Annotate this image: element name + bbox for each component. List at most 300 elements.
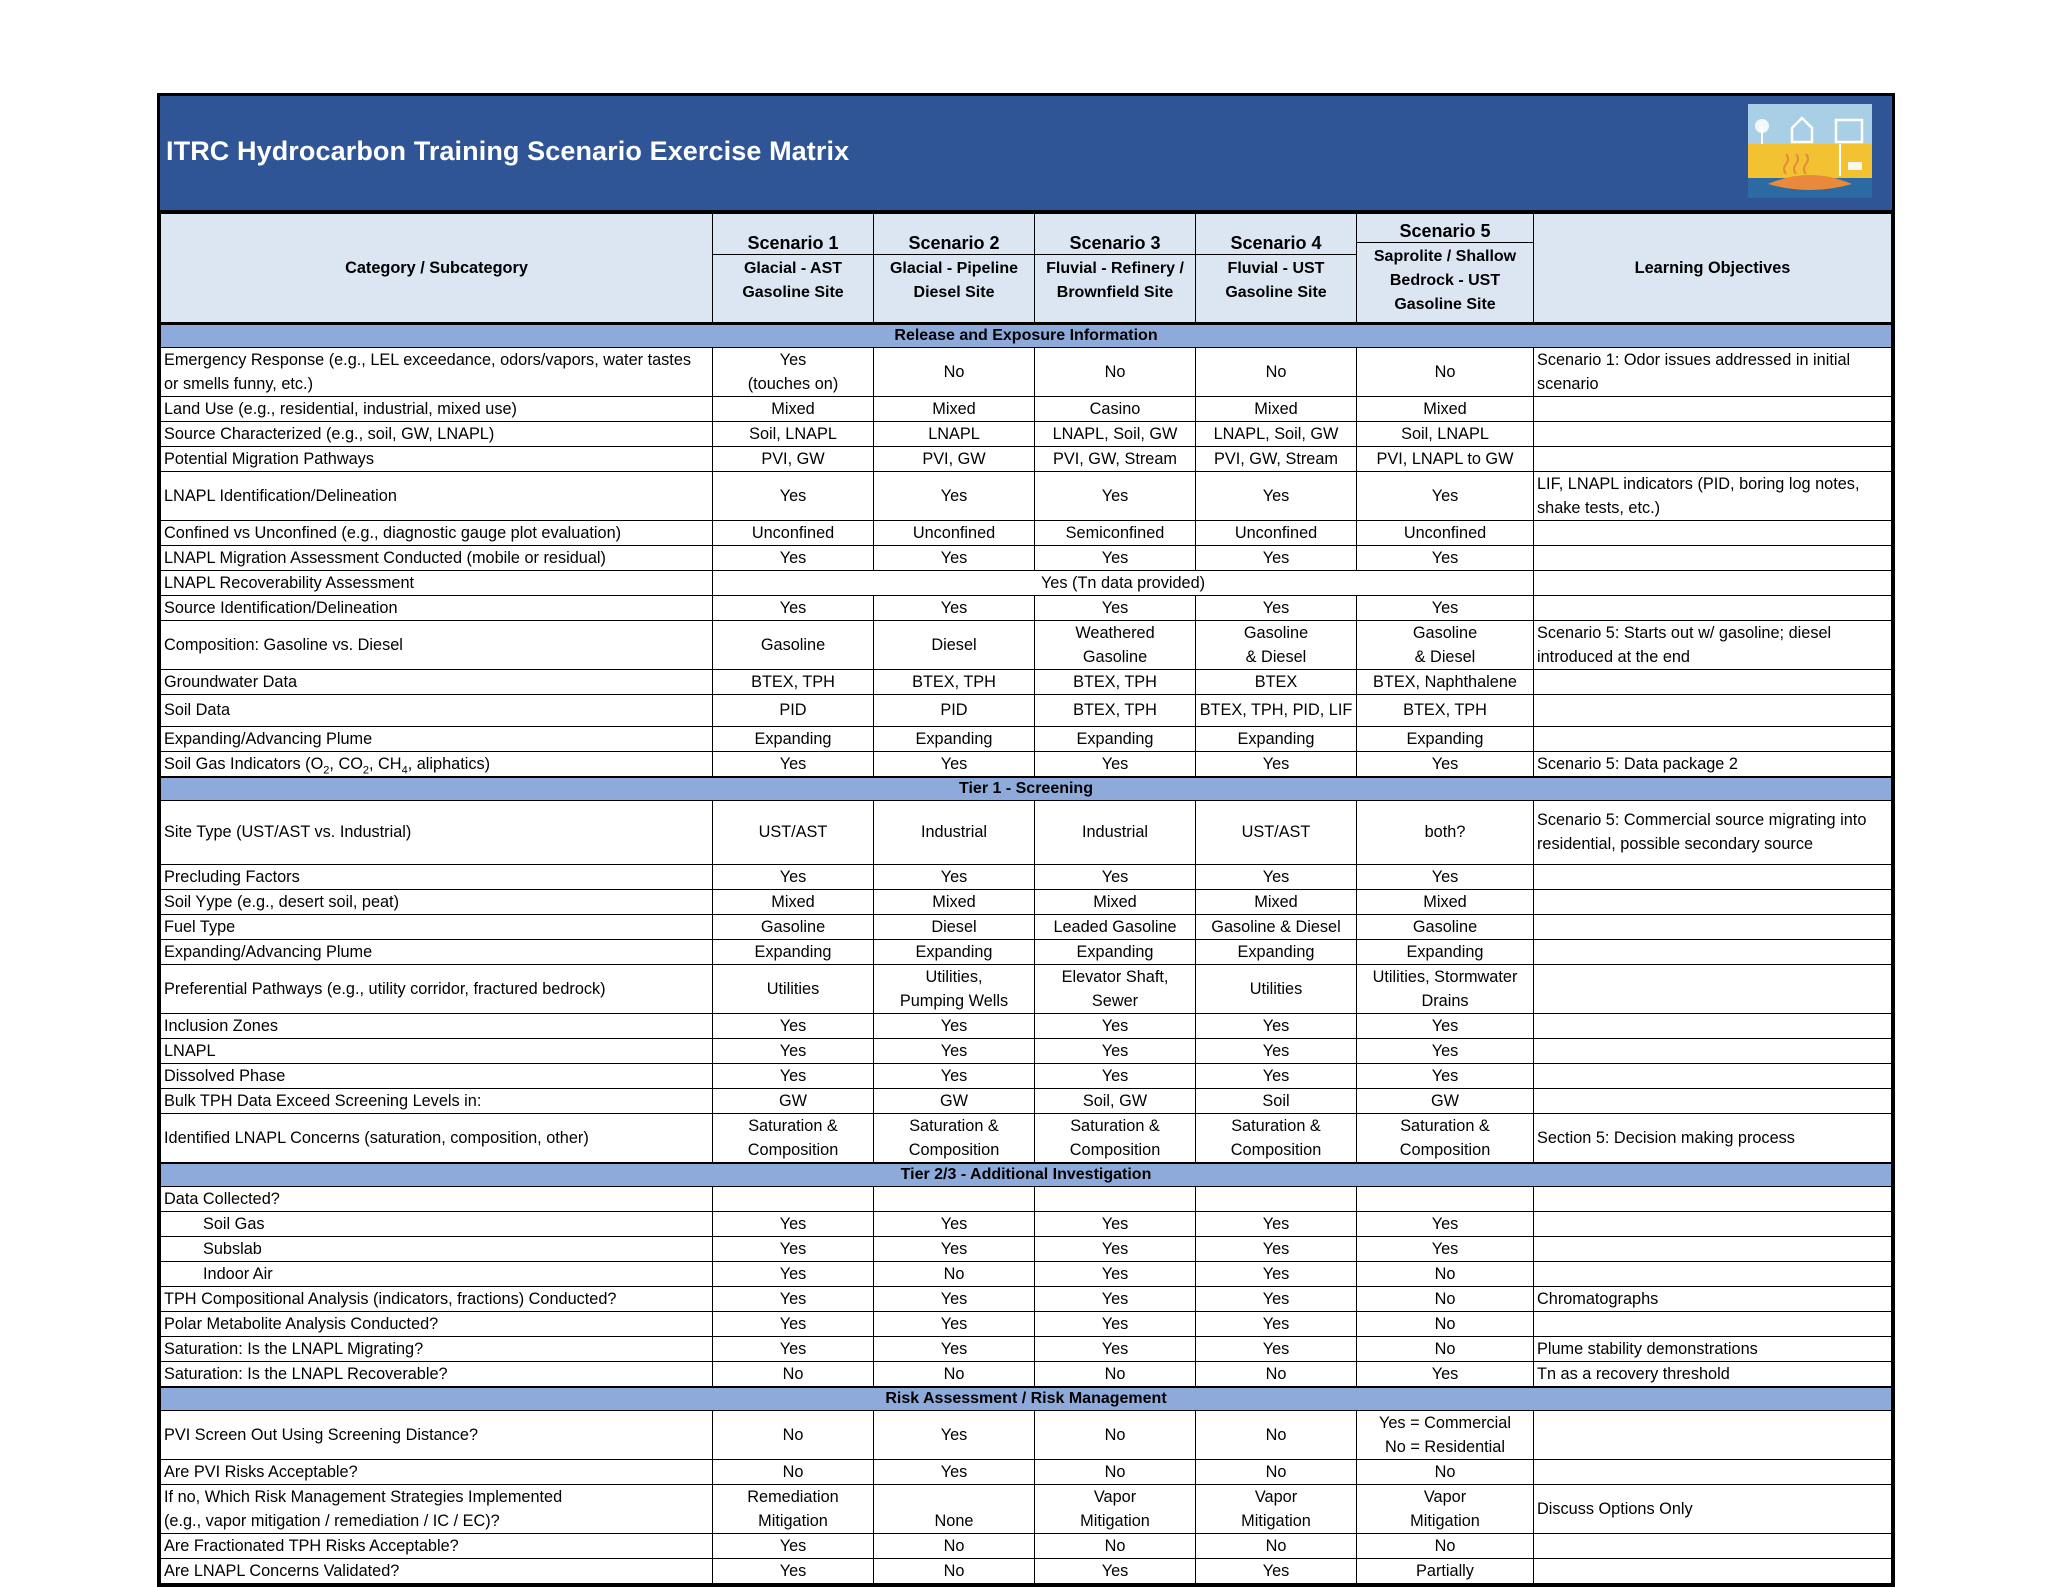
scenario-2-header: Scenario 2 Glacial - Pipeline Diesel Site <box>874 214 1035 324</box>
scenario-5-value: both? <box>1357 800 1534 864</box>
learning-objective-cell <box>1534 1013 1892 1038</box>
category-cell: Are Fractionated TPH Risks Acceptable? <box>161 1533 713 1558</box>
section-title: Release and Exposure Information <box>161 324 1892 348</box>
learning-objective-cell <box>1534 447 1892 472</box>
scenario-3-value: Soil, GW <box>1035 1088 1196 1113</box>
scenario-5-value: BTEX, Naphthalene <box>1357 670 1534 695</box>
scenario-3-value: BTEX, TPH <box>1035 670 1196 695</box>
scenario-2-value: Yes <box>874 1311 1035 1336</box>
category-cell: LNAPL Identification/Delineation <box>161 472 713 521</box>
learning-objective-cell <box>1534 1211 1892 1236</box>
table-row <box>161 1484 1892 1533</box>
scenario-2-value: No <box>874 1533 1035 1558</box>
category-cell: Emergency Response (e.g., LEL exceedance, odors/vapors, water tastes or smells funny, etc.) <box>161 348 713 397</box>
learning-objective-cell: Scenario 5: Starts out w/ gasoline; diesel introduced at the end <box>1534 621 1892 670</box>
scenario-5-value: Gasoline <box>1357 914 1534 939</box>
table-row <box>161 889 1892 914</box>
table-row <box>161 521 1892 546</box>
learning-objective-cell <box>1534 964 1892 1013</box>
scenario-3-value: Yes <box>1035 1286 1196 1311</box>
scenario-5-value: PVI, LNAPL to GW <box>1357 447 1534 472</box>
section-title: Tier 1 - Screening <box>161 777 1892 801</box>
matrix-body <box>161 324 1892 1584</box>
scenario-2-value <box>874 1186 1035 1211</box>
table-row <box>161 1236 1892 1261</box>
scenario-1-value: Yes <box>713 546 874 571</box>
learning-objectives-header: Learning Objectives <box>1534 214 1892 324</box>
category-cell: Are LNAPL Concerns Validated? <box>161 1558 713 1583</box>
category-cell: Soil Data <box>161 695 713 727</box>
scenario-2-value: Yes <box>874 1236 1035 1261</box>
scenario-5-value: Gasoline & Diesel <box>1357 621 1534 670</box>
learning-objective-cell <box>1534 726 1892 751</box>
category-cell: Preferential Pathways (e.g., utility corridor, fractured bedrock) <box>161 964 713 1013</box>
scenario-3-value: Yes <box>1035 1311 1196 1336</box>
scenario-5-value: Expanding <box>1357 939 1534 964</box>
scenario-5-value: Vapor Mitigation <box>1357 1484 1534 1533</box>
scenario-5-value: Yes <box>1357 1211 1534 1236</box>
scenario-2-value: No <box>874 1261 1035 1286</box>
table-row <box>161 596 1892 621</box>
itrc-hydrocarbon-logo-icon <box>1748 104 1872 198</box>
category-cell: Inclusion Zones <box>161 1013 713 1038</box>
scenario-5-value: No <box>1357 1286 1534 1311</box>
category-cell: Bulk TPH Data Exceed Screening Levels in: <box>161 1088 713 1113</box>
table-row <box>161 1211 1892 1236</box>
scenario-2-value: No <box>874 348 1035 397</box>
title-bar <box>160 96 1892 213</box>
scenario-4-value: No <box>1196 1533 1357 1558</box>
scenario-1-header: Scenario 1 Glacial - AST Gasoline Site <box>713 214 874 324</box>
scenario-3-value: Vapor Mitigation <box>1035 1484 1196 1533</box>
scenario-2-value: PID <box>874 695 1035 727</box>
learning-objective-cell <box>1534 1038 1892 1063</box>
section-header-row <box>161 324 1892 348</box>
scenario-3-value <box>1035 1186 1196 1211</box>
scenario-5-value: Utilities, Stormwater Drains <box>1357 964 1534 1013</box>
category-cell: Site Type (UST/AST vs. Industrial) <box>161 800 713 864</box>
scenario-5-value: Saturation & Composition <box>1357 1113 1534 1163</box>
scenario-4-value: Yes <box>1196 1063 1357 1088</box>
scenario-3-value: No <box>1035 1410 1196 1459</box>
scenario-1-value: Saturation & Composition <box>713 1113 874 1163</box>
category-cell: Fuel Type <box>161 914 713 939</box>
table-row <box>161 1361 1892 1387</box>
scenario-4-value: Yes <box>1196 1013 1357 1038</box>
table-row <box>161 472 1892 521</box>
section-header-row <box>161 777 1892 801</box>
scenario-2-value: Diesel <box>874 914 1035 939</box>
scenario-4-value: No <box>1196 1410 1357 1459</box>
learning-objective-cell <box>1534 1236 1892 1261</box>
scenario-matrix-table <box>160 213 1892 1584</box>
table-row <box>161 1013 1892 1038</box>
scenario-5-value: No <box>1357 1311 1534 1336</box>
scenario-3-value: Yes <box>1035 1236 1196 1261</box>
scenario-4-value: UST/AST <box>1196 800 1357 864</box>
scenario-2-value: Utilities, Pumping Wells <box>874 964 1035 1013</box>
category-cell: Land Use (e.g., residential, industrial, mixed use) <box>161 397 713 422</box>
table-row <box>161 348 1892 397</box>
scenario-5-value: No <box>1357 1459 1534 1484</box>
scenario-1-value: Yes <box>713 596 874 621</box>
category-cell: If no, Which Risk Management Strategies Implemented (e.g., vapor mitigation / remediation / IC / EC)? <box>161 1484 713 1533</box>
table-row <box>161 447 1892 472</box>
scenario-1-value: Yes <box>713 1558 874 1583</box>
scenario-1-value: Yes <box>713 472 874 521</box>
table-row <box>161 1261 1892 1286</box>
scenario-5-value: Mixed <box>1357 889 1534 914</box>
learning-objective-cell: Section 5: Decision making process <box>1534 1113 1892 1163</box>
scenario-5-value: No <box>1357 1533 1534 1558</box>
scenario-4-value: Gasoline & Diesel <box>1196 621 1357 670</box>
scenario-2-value: Mixed <box>874 889 1035 914</box>
scenario-5-value: No <box>1357 348 1534 397</box>
category-cell: Identified LNAPL Concerns (saturation, composition, other) <box>161 1113 713 1163</box>
scenario-4-value: No <box>1196 1459 1357 1484</box>
scenario-5-value <box>1357 1186 1534 1211</box>
scenario-5-value: Yes <box>1357 1236 1534 1261</box>
scenario-4-value: LNAPL, Soil, GW <box>1196 422 1357 447</box>
scenario-5-value: Yes = Commercial No = Residential <box>1357 1410 1534 1459</box>
scenario-2-value: Yes <box>874 1286 1035 1311</box>
category-cell: Indoor Air <box>161 1261 713 1286</box>
scenario-1-value: UST/AST <box>713 800 874 864</box>
section-title: Tier 2/3 - Additional Investigation <box>161 1163 1892 1187</box>
table-row <box>161 800 1892 864</box>
scenario-3-value: No <box>1035 348 1196 397</box>
table-row <box>161 1088 1892 1113</box>
category-cell: Groundwater Data <box>161 670 713 695</box>
category-cell: PVI Screen Out Using Screening Distance? <box>161 1410 713 1459</box>
scenario-1-value: Mixed <box>713 397 874 422</box>
learning-objective-cell <box>1534 1410 1892 1459</box>
learning-objective-cell <box>1534 939 1892 964</box>
scenario-1-value: Gasoline <box>713 914 874 939</box>
scenario-1-value: Expanding <box>713 939 874 964</box>
learning-objective-cell <box>1534 397 1892 422</box>
category-cell: Expanding/Advancing Plume <box>161 939 713 964</box>
learning-objective-cell: Tn as a recovery threshold <box>1534 1361 1892 1387</box>
merged-value-cell: Yes (Tn data provided) <box>713 571 1534 596</box>
scenario-1-value: Yes <box>713 751 874 777</box>
scenario-1-value: Yes <box>713 1063 874 1088</box>
scenario-4-value: Yes <box>1196 1211 1357 1236</box>
scenario-3-value: Yes <box>1035 864 1196 889</box>
scenario-2-value: Yes <box>874 1336 1035 1361</box>
scenario-1-value: Remediation Mitigation <box>713 1484 874 1533</box>
scenario-3-value: BTEX, TPH <box>1035 695 1196 727</box>
learning-objective-cell: Scenario 1: Odor issues addressed in initial scenario <box>1534 348 1892 397</box>
scenario-5-value: Soil, LNAPL <box>1357 422 1534 447</box>
scenario-1-value: Expanding <box>713 726 874 751</box>
scenario-3-value: Industrial <box>1035 800 1196 864</box>
scenario-2-value: Expanding <box>874 939 1035 964</box>
scenario-4-value: Yes <box>1196 1261 1357 1286</box>
category-cell: Confined vs Unconfined (e.g., diagnostic gauge plot evaluation) <box>161 521 713 546</box>
category-cell: Saturation: Is the LNAPL Migrating? <box>161 1336 713 1361</box>
scenario-1-value: Yes <box>713 1336 874 1361</box>
scenario-2-value: None <box>874 1484 1035 1533</box>
category-cell: Saturation: Is the LNAPL Recoverable? <box>161 1361 713 1387</box>
table-row <box>161 1063 1892 1088</box>
scenario-3-value: Yes <box>1035 1558 1196 1583</box>
learning-objective-cell <box>1534 1459 1892 1484</box>
table-row <box>161 1286 1892 1311</box>
scenario-2-value: No <box>874 1361 1035 1387</box>
category-cell: Are PVI Risks Acceptable? <box>161 1459 713 1484</box>
scenario-3-value: Expanding <box>1035 939 1196 964</box>
scenario-3-value: Yes <box>1035 1063 1196 1088</box>
learning-objective-cell <box>1534 695 1892 727</box>
table-row <box>161 939 1892 964</box>
category-cell: Subslab <box>161 1236 713 1261</box>
scenario-5-value: Expanding <box>1357 726 1534 751</box>
table-row <box>161 546 1892 571</box>
scenario-2-value: Yes <box>874 1211 1035 1236</box>
category-column-header: Category / Subcategory <box>161 214 713 324</box>
table-row <box>161 726 1892 751</box>
scenario-1-value: Yes <box>713 1236 874 1261</box>
scenario-2-value: PVI, GW <box>874 447 1035 472</box>
scenario-4-value: Yes <box>1196 1236 1357 1261</box>
category-cell: Source Characterized (e.g., soil, GW, LNAPL) <box>161 422 713 447</box>
scenario-2-value: BTEX, TPH <box>874 670 1035 695</box>
scenario-5-value: Yes <box>1357 546 1534 571</box>
scenario-3-value: Expanding <box>1035 726 1196 751</box>
scenario-4-value: Mixed <box>1196 397 1357 422</box>
scenario-3-value: Mixed <box>1035 889 1196 914</box>
learning-objective-cell <box>1534 864 1892 889</box>
scenario-2-value: Mixed <box>874 397 1035 422</box>
category-cell: Data Collected? <box>161 1186 713 1211</box>
table-row <box>161 1410 1892 1459</box>
category-cell: LNAPL Migration Assessment Conducted (mobile or residual) <box>161 546 713 571</box>
scenario-4-value: Unconfined <box>1196 521 1357 546</box>
table-row <box>161 914 1892 939</box>
scenario-3-value: Yes <box>1035 546 1196 571</box>
scenario-3-value: Yes <box>1035 1336 1196 1361</box>
scenario-5-value: Yes <box>1357 751 1534 777</box>
category-cell: Polar Metabolite Analysis Conducted? <box>161 1311 713 1336</box>
scenario-2-value: Diesel <box>874 621 1035 670</box>
scenario-4-value: Yes <box>1196 1336 1357 1361</box>
category-cell: Dissolved Phase <box>161 1063 713 1088</box>
learning-objective-cell <box>1534 521 1892 546</box>
scenario-4-value: Yes <box>1196 1558 1357 1583</box>
table-row <box>161 1533 1892 1558</box>
learning-objective-cell <box>1534 1261 1892 1286</box>
scenario-3-value: Weathered Gasoline <box>1035 621 1196 670</box>
table-row <box>161 1038 1892 1063</box>
category-cell: TPH Compositional Analysis (indicators, fractions) Conducted? <box>161 1286 713 1311</box>
category-cell: Source Identification/Delineation <box>161 596 713 621</box>
scenario-5-value: Yes <box>1357 864 1534 889</box>
scenario-5-value: Yes <box>1357 1013 1534 1038</box>
scenario-4-value: PVI, GW, Stream <box>1196 447 1357 472</box>
learning-objective-cell <box>1534 546 1892 571</box>
scenario-1-value: Yes <box>713 1261 874 1286</box>
scenario-1-value: No <box>713 1361 874 1387</box>
scenario-4-value: Vapor Mitigation <box>1196 1484 1357 1533</box>
scenario-3-value: Yes <box>1035 472 1196 521</box>
table-row <box>161 864 1892 889</box>
scenario-1-value <box>713 1186 874 1211</box>
scenario-3-header: Scenario 3 Fluvial - Refinery / Brownfield Site <box>1035 214 1196 324</box>
learning-objective-cell <box>1534 889 1892 914</box>
table-row <box>161 964 1892 1013</box>
scenario-4-value: Yes <box>1196 1311 1357 1336</box>
scenario-4-value: Yes <box>1196 546 1357 571</box>
scenario-1-value: Soil, LNAPL <box>713 422 874 447</box>
learning-objective-cell: Chromatographs <box>1534 1286 1892 1311</box>
table-row <box>161 670 1892 695</box>
scenario-4-value: BTEX, TPH, PID, LIF <box>1196 695 1357 727</box>
learning-objective-cell <box>1534 914 1892 939</box>
scenario-5-value: Partially <box>1357 1558 1534 1583</box>
scenario-4-value: Mixed <box>1196 889 1357 914</box>
scenario-3-value: Semiconfined <box>1035 521 1196 546</box>
scenario-4-value: Expanding <box>1196 726 1357 751</box>
table-row <box>161 751 1892 777</box>
table-row <box>161 1186 1892 1211</box>
section-header-row <box>161 1163 1892 1187</box>
scenario-1-value: PVI, GW <box>713 447 874 472</box>
learning-objective-cell <box>1534 1063 1892 1088</box>
scenario-1-value: Yes <box>713 1311 874 1336</box>
scenario-4-value: BTEX <box>1196 670 1357 695</box>
scenario-5-value: GW <box>1357 1088 1534 1113</box>
scenario-5-value: Unconfined <box>1357 521 1534 546</box>
table-row <box>161 1311 1892 1336</box>
scenario-1-value: No <box>713 1410 874 1459</box>
scenario-4-value: Yes <box>1196 472 1357 521</box>
scenario-1-value: No <box>713 1459 874 1484</box>
learning-objective-cell <box>1534 1533 1892 1558</box>
scenario-1-value: Yes <box>713 1038 874 1063</box>
learning-objective-cell <box>1534 422 1892 447</box>
scenario-5-header: Scenario 5 Saprolite / Shallow Bedrock - UST Gasoline Site <box>1357 214 1534 324</box>
scenario-2-value: No <box>874 1558 1035 1583</box>
scenario-3-value: Casino <box>1035 397 1196 422</box>
scenario-2-value: Yes <box>874 1459 1035 1484</box>
matrix-frame <box>157 93 1895 1587</box>
scenario-4-value: Gasoline & Diesel <box>1196 914 1357 939</box>
table-row <box>161 1113 1892 1163</box>
learning-objective-cell: Scenario 5: Data package 2 <box>1534 751 1892 777</box>
scenario-5-value: Yes <box>1357 1038 1534 1063</box>
scenario-2-value: Industrial <box>874 800 1035 864</box>
scenario-2-value: Yes <box>874 1063 1035 1088</box>
page-title: ITRC Hydrocarbon Training Scenario Exercise Matrix <box>166 136 850 166</box>
table-row <box>161 1558 1892 1583</box>
table-row <box>161 621 1892 670</box>
category-cell: Composition: Gasoline vs. Diesel <box>161 621 713 670</box>
scenario-1-value: Gasoline <box>713 621 874 670</box>
scenario-1-value: Yes (touches on) <box>713 348 874 397</box>
scenario-2-value: Yes <box>874 1013 1035 1038</box>
scenario-2-value: Yes <box>874 472 1035 521</box>
scenario-3-value: Yes <box>1035 1038 1196 1063</box>
category-cell: Precluding Factors <box>161 864 713 889</box>
scenario-4-value: Soil <box>1196 1088 1357 1113</box>
learning-objective-cell <box>1534 596 1892 621</box>
scenario-4-value: Yes <box>1196 751 1357 777</box>
scenario-4-value: Yes <box>1196 864 1357 889</box>
learning-objective-cell <box>1534 1311 1892 1336</box>
scenario-3-value: Elevator Shaft, Sewer <box>1035 964 1196 1013</box>
scenario-3-value: LNAPL, Soil, GW <box>1035 422 1196 447</box>
scenario-1-value: Yes <box>713 1533 874 1558</box>
scenario-1-value: Yes <box>713 1286 874 1311</box>
scenario-3-value: Yes <box>1035 1013 1196 1038</box>
scenario-1-value: BTEX, TPH <box>713 670 874 695</box>
table-row <box>161 695 1892 727</box>
scenario-1-value: Yes <box>713 864 874 889</box>
section-title: Risk Assessment / Risk Management <box>161 1387 1892 1411</box>
scenario-5-value: BTEX, TPH <box>1357 695 1534 727</box>
scenario-1-value: PID <box>713 695 874 727</box>
scenario-1-value: GW <box>713 1088 874 1113</box>
scenario-4-value: Yes <box>1196 596 1357 621</box>
scenario-2-value: Yes <box>874 1038 1035 1063</box>
scenario-3-value: Yes <box>1035 1261 1196 1286</box>
scenario-3-value: Yes <box>1035 751 1196 777</box>
scenario-1-value: Yes <box>713 1211 874 1236</box>
table-row <box>161 422 1892 447</box>
table-row <box>161 1336 1892 1361</box>
scenario-5-value: No <box>1357 1261 1534 1286</box>
scenario-5-value: Mixed <box>1357 397 1534 422</box>
scenario-2-value: LNAPL <box>874 422 1035 447</box>
scenario-4-value: Expanding <box>1196 939 1357 964</box>
scenario-2-value: Unconfined <box>874 521 1035 546</box>
scenario-4-header: Scenario 4 Fluvial - UST Gasoline Site <box>1196 214 1357 324</box>
learning-objective-cell <box>1534 1186 1892 1211</box>
scenario-5-value: Yes <box>1357 472 1534 521</box>
scenario-2-value: Yes <box>874 864 1035 889</box>
scenario-4-value <box>1196 1186 1357 1211</box>
scenario-1-value: Unconfined <box>713 521 874 546</box>
scenario-4-value: Yes <box>1196 1038 1357 1063</box>
scenario-1-value: Yes <box>713 1013 874 1038</box>
learning-objective-cell <box>1534 571 1892 596</box>
table-row <box>161 1459 1892 1484</box>
scenario-3-value: Leaded Gasoline <box>1035 914 1196 939</box>
category-cell: LNAPL <box>161 1038 713 1063</box>
category-cell: Soil Gas <box>161 1211 713 1236</box>
scenario-2-value: Saturation & Composition <box>874 1113 1035 1163</box>
scenario-3-value: No <box>1035 1459 1196 1484</box>
learning-objective-cell <box>1534 670 1892 695</box>
category-cell: Potential Migration Pathways <box>161 447 713 472</box>
scenario-2-value: Yes <box>874 546 1035 571</box>
scenario-5-value: Yes <box>1357 1361 1534 1387</box>
learning-objective-cell: Plume stability demonstrations <box>1534 1336 1892 1361</box>
section-header-row <box>161 1387 1892 1411</box>
scenario-5-value: Yes <box>1357 596 1534 621</box>
scenario-5-value: Yes <box>1357 1063 1534 1088</box>
scenario-2-value: Expanding <box>874 726 1035 751</box>
learning-objective-cell: Discuss Options Only <box>1534 1484 1892 1533</box>
scenario-4-value: Utilities <box>1196 964 1357 1013</box>
scenario-3-value: PVI, GW, Stream <box>1035 447 1196 472</box>
scenario-2-value: Yes <box>874 751 1035 777</box>
learning-objective-cell: Scenario 5: Commercial source migrating into residential, possible secondary source <box>1534 800 1892 864</box>
scenario-2-value: Yes <box>874 596 1035 621</box>
scenario-2-value: Yes <box>874 1410 1035 1459</box>
table-row <box>161 397 1892 422</box>
